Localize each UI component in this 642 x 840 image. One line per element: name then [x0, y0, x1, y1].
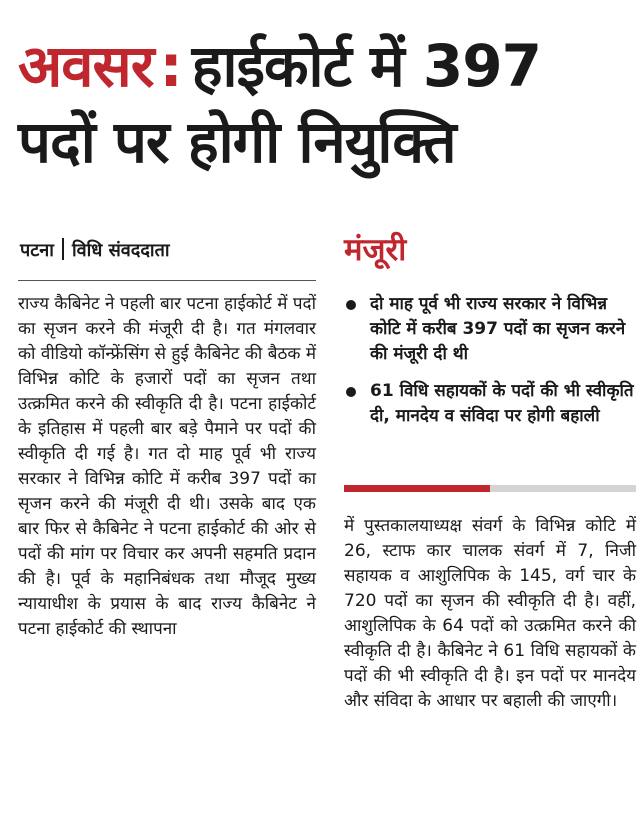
- byline: [20, 236, 170, 266]
- left-column-rule: [18, 280, 316, 281]
- sidebar-bullets: [344, 292, 636, 441]
- byline-divider: [62, 238, 64, 260]
- sidebar-bullet-text: दो माह पूर्व भी राज्य सरकार ने विभिन्न कोटि में करीब 397 पदों का सृजन करने की मंजूरी दी थी: [370, 294, 626, 364]
- headline-line-2: पदों पर होगी नियुक्ति: [18, 108, 456, 176]
- sidebar-bullet-item: [344, 292, 636, 367]
- headline: [18, 28, 638, 180]
- headline-kicker: अवसर: [18, 32, 154, 100]
- byline-location: पटना: [20, 240, 54, 261]
- sidebar-bullet-text: 61 विधि सहायकों के पदों की भी स्वीकृति दी, मानदेय व संविदा पर होगी बहाली: [370, 381, 634, 426]
- byline-role: विधि संवददाता: [71, 240, 170, 261]
- sidebar-bullet-item: [344, 379, 636, 429]
- headline-line-1: हाईकोर्ट में 397: [191, 32, 541, 100]
- bullet-dot-icon: [346, 387, 356, 397]
- sidebar-divider-accent: [344, 485, 490, 492]
- bullet-dot-icon: [346, 300, 356, 310]
- article-body-right: में पुस्तकालयाध्यक्ष संवर्ग के विभिन्न कोटि में 26, स्टाफ कार चालक संवर्ग में 7, निजी सहायक व आशुलिपिक के 145, वर्ग चार के 720 पदों का सृजन की स्वीकृति दी है। वहीं, आशुलिपिक के 64 पदों को उत्क्रमित करने की स्वीकृति दी है। कैबिनेट ने 61 विधि सहायकों के पदों की भी स्वीकृति दी है। इन पदों पर मानदेय और संविदा के आधार पर बहाली की जाएगी।: [344, 516, 636, 711]
- headline-separator: :: [159, 32, 182, 100]
- sidebar-title: मंजूरी: [344, 232, 407, 268]
- article-body-left: राज्य कैबिनेट ने पहली बार पटना हाईकोर्ट में पदों का सृजन करने की मंजूरी दी है। गत मंगलवार को वीडियो कॉन्फ्रेंसिंग से हुई कैबिनेट की बैठक में विभिन्न कोटि के हजारों पदों का सृजन तथा उत्क्रमित करने की स्वीकृति दी है। पटना हाईकोर्ट के इतिहास में पहली बार बड़े पैमाने पर पदों की स्वीकृति दी गई है। गत दो माह पूर्व भी राज्य सरकार ने विभिन्न कोटि में करीब 397 पदों का सृजन करने की मंजूरी दी थी। उसके बाद एक बार फिर से कैबिनेट ने पटना हाईकोर्ट की ओर से पदों की मांग पर विचार कर अपनी सहमति प्रदान की है। पूर्व के महानिबंधक तथा मौजूद मुख्य न्यायाधीश के प्रयास के बाद राज्य कैबिनेट ने पटना हाईकोर्ट की स्थापना: [18, 294, 316, 639]
